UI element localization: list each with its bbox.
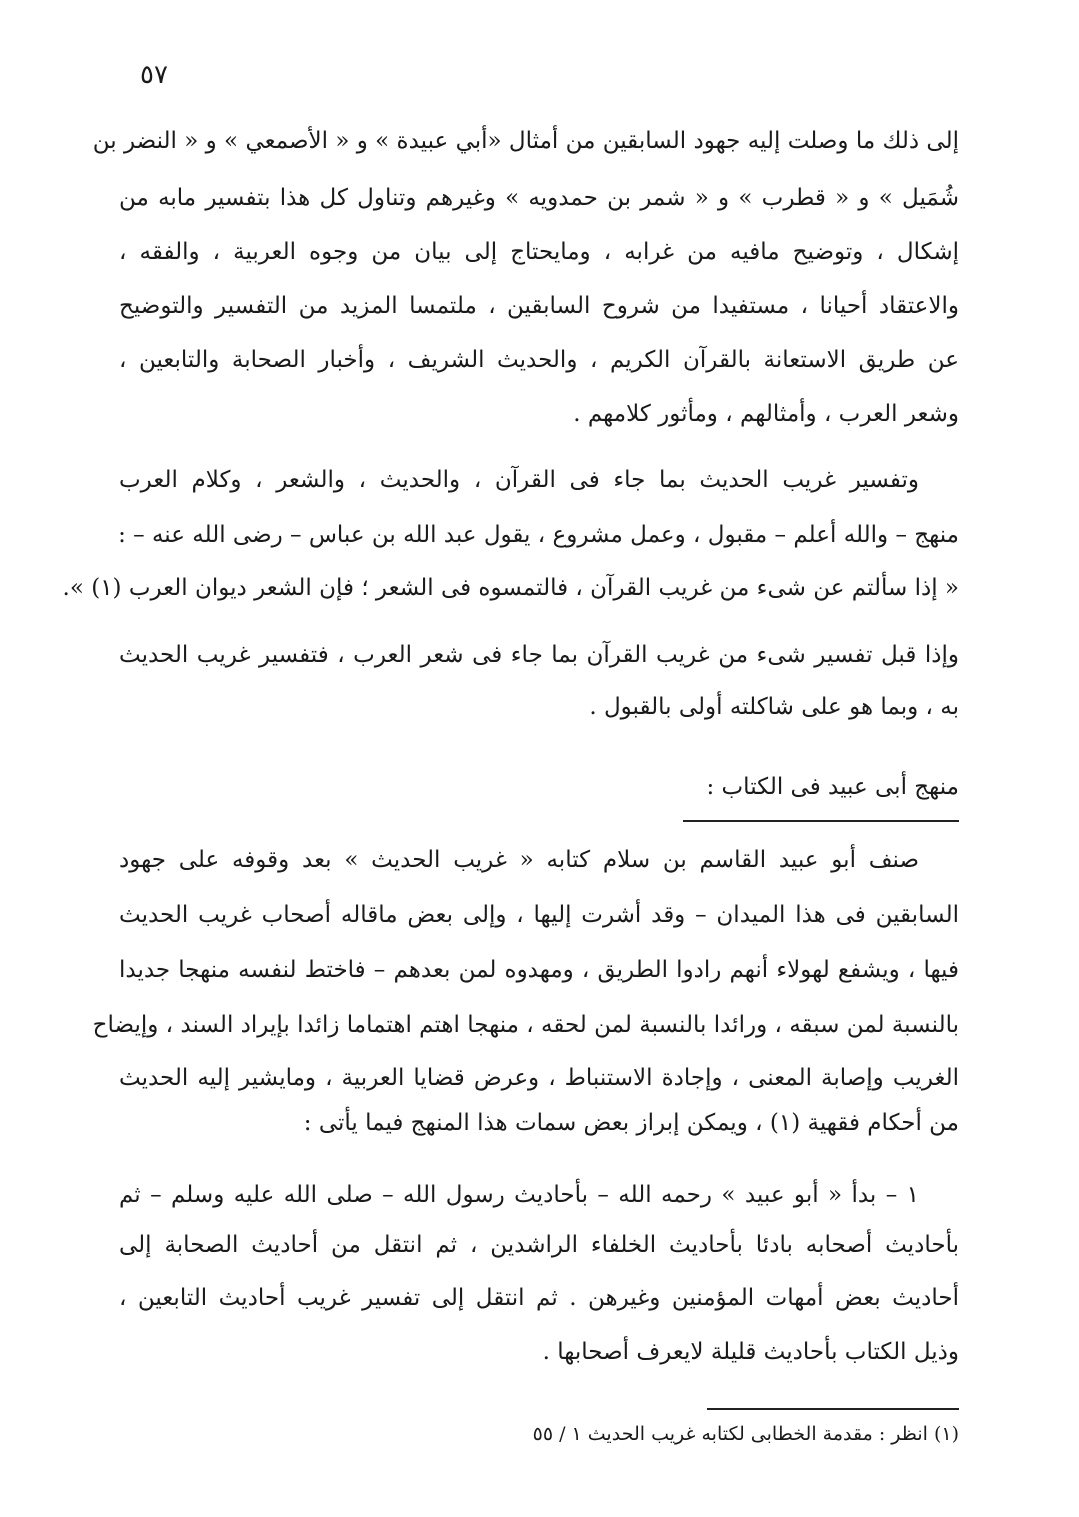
paragraph-3-line-1: وإذا قبل تفسير شىء من غريب القرآن بما جاء فى شعر العرب ، فتفسير غريب الحديث <box>119 642 959 668</box>
footnote-rule <box>707 1408 959 1410</box>
heading-underline <box>683 820 959 822</box>
paragraph-1-line-2: شُمَيل » و « قطرب » و « شمر بن حمدويه » وغيرهم وتناول كل هذا بتفسير مابه من <box>119 185 959 211</box>
paragraph-1-line-6: وشعر العرب ، وأمثالهم ، ومأثور كلامهم . <box>573 401 959 427</box>
paragraph-5-line-4: وذيل الكتاب بأحاديث قليلة لايعرف أصحابها . <box>542 1339 959 1365</box>
paragraph-4-line-5: الغريب وإصابة المعنى ، وإجادة الاستنباط ، وعرض قضايا العربية ، ومايشير إليه الحديث <box>119 1065 959 1091</box>
paragraph-3-line-2: به ، وبما هو على شاكلته أولى بالقبول . <box>589 694 959 720</box>
paragraph-2-line-3: « إذا سألتم عن شىء من غريب القرآن ، فالتمسوه فى الشعر ؛ فإن الشعر ديوان العرب (١) ». <box>62 575 959 601</box>
paragraph-1-line-3: إشكال ، وتوضيح مافيه من غرابه ، ومايحتاج إلى بيان من وجوه العربية ، والفقه ، <box>119 239 959 265</box>
paragraph-1-line-5: عن طريق الاستعانة بالقرآن الكريم ، والحديث الشريف ، وأخبار الصحابة والتابعين ، <box>119 347 959 373</box>
paragraph-2-line-1: وتفسير غريب الحديث بما جاء فى القرآن ، والحديث ، والشعر ، وكلام العرب <box>119 467 919 493</box>
paragraph-4-line-1: صنف أبو عبيد القاسم بن سلام كتابه « غريب الحديث » بعد وقوفه على جهود <box>119 847 919 873</box>
page-number: ٥٧ <box>140 60 168 90</box>
section-heading: منهج أبى عبيد فى الكتاب : <box>706 774 959 800</box>
paragraph-1-line-1: إلى ذلك ما وصلت إليه جهود السابقين من أمثال «أبي عبيدة » و « الأصمعي » و « النضر بن <box>92 128 959 154</box>
paragraph-5-line-3: أحاديث بعض أمهات المؤمنين وغيرهن . ثم انتقل إلى تفسير غريب أحاديث التابعين ، <box>119 1285 959 1311</box>
paragraph-4-line-4: بالنسبة لمن سبقه ، ورائدا بالنسبة لمن لحقه ، منهجا اهتم اهتماما زائدا بإيراد السند ، وإيضاح <box>92 1012 959 1038</box>
paragraph-4-line-3: فيها ، ويشفع لهولاء أنهم رادوا الطريق ، ومهدوه لمن بعدهم – فاختط لنفسه منهجا جديدا <box>119 957 959 983</box>
paragraph-5-line-1: ١ – بدأ « أبو عبيد » رحمه الله – بأحاديث رسول الله – صلى الله عليه وسلم – ثم <box>119 1182 919 1208</box>
paragraph-2-line-2: منهج – والله أعلم – مقبول ، وعمل مشروع ، يقول عبد الله بن عباس – رضى الله عنه – : <box>118 522 959 548</box>
paragraph-4-line-6: من أحكام فقهية (١) ، ويمكن إبراز بعض سمات هذا المنهج فيما يأتى : <box>303 1110 959 1136</box>
paragraph-1-line-4: والاعتقاد أحيانا ، مستفيدا من شروح السابقين ، ملتمسا المزيد من التفسير والتوضيح <box>119 293 959 319</box>
paragraph-5-line-2: بأحاديث أصحابه بادئا بأحاديث الخلفاء الراشدين ، ثم انتقل من أحاديث الصحابة إلى <box>119 1232 959 1258</box>
paragraph-4-line-2: السابقين فى هذا الميدان – وقد أشرت إليها ، وإلى بعض ماقاله أصحاب غريب الحديث <box>119 902 959 928</box>
footnote: (١) انظر : مقدمة الخطابى لكتابه غريب الحديث ١ / ٥٥ <box>532 1423 959 1445</box>
